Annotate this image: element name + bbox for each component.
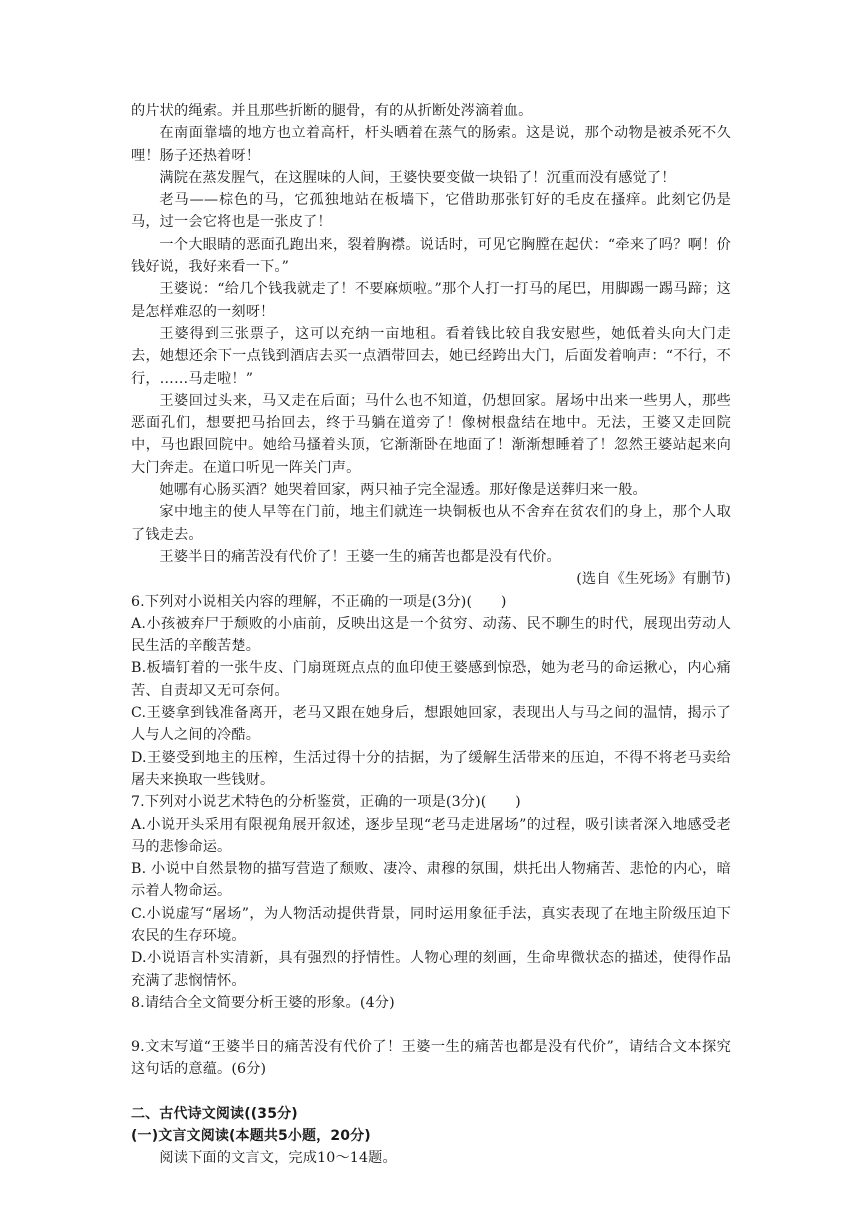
question-9: 9.文末写道“王婆半日的痛苦没有代价了！王婆一生的痛苦也都是没有代价”，请结合文本探究这句话的意蕴。(6分): [131, 1039, 731, 1078]
question-7-option-b: B. 小说中自然景物的描写营造了颓败、凄冷、肃穆的氛围，烘托出人物痛苦、悲怆的内心，暗示着人物命运。: [131, 861, 731, 900]
reading-instruction: 阅读下面的文言文，完成10～14题。: [159, 1150, 397, 1167]
question-7-option-a: A.小说开头采用有限视角展开叙述，逐步呈现“老马走进屠场”的过程，吸引读者深入地感受老马的悲惨命运。: [131, 816, 731, 855]
question-6-option-a: A.小孩被弃尸于颓败的小庙前，反映出这是一个贫穷、动荡、民不聊生的时代，展现出劳动人民生活的辛酸苦楚。: [131, 615, 731, 655]
passage-paragraph: 王婆说：“给几个钱我就走了！不要麻烦啦。”那个人打一打马的尾巴，用脚踢一踢马蹄；这是怎样难忍的一刻呀！: [131, 281, 731, 320]
passage-paragraph: 的片状的绳索。并且那些折断的腿骨，有的从折断处涔滴着血。: [131, 103, 533, 119]
question-6-option-b: B.板墙钉着的一张牛皮、门扇斑斑点点的血印使王婆感到惊恐，她为老马的命运揪心，内心痛苦、自责却又无可奈何。: [131, 660, 731, 699]
passage-paragraph: 在南面靠墙的地方也立着高杆，杆头晒着在蒸气的肠索。这是说，那个动物是被杀死不久哩！肠子还热着呀！: [131, 125, 731, 164]
question-6-option-c: C.王婆拿到钱准备离开，老马又跟在她身后，想跟她回家，表现出人与马之间的温情，揭示了人与人之间的冷酷。: [131, 705, 731, 744]
passage-source: (选自《生死场》有删节): [576, 571, 731, 588]
answer-space: [131, 1081, 731, 1103]
passage-paragraph: 王婆得到三张票子，这可以充纳一亩地租。看着钱比较自我安慰些，她低着头向大门走去，她想还余下一点钱到酒店去买一点酒带回去，她已经跨出大门，后面发着响声：“不行，不行，……马走啦！”: [131, 325, 731, 387]
document-page: [131, 100, 731, 1170]
passage-paragraph: 老马——棕色的马，它孤独地站在板墙下，它借助那张钉好的毛皮在搔痒。此刻它仍是马，过一会它将也是一张皮了！: [131, 192, 731, 231]
section-heading: 二、古代诗文阅读((35分): [131, 1105, 298, 1122]
question-7-option-d: D.小说语言朴实清新，具有强烈的抒情性。人物心理的刻画，生命卑微状态的描述，使得作品充满了悲悯情怀。: [131, 950, 731, 989]
question-7-option-c: C.小说虚写“屠场”，为人物活动提供背景，同时运用象征手法，真实表现了在地主阶级压迫下农民的生存环境。: [131, 905, 731, 944]
passage-paragraph: 王婆半日的痛苦没有代价了！王婆一生的痛苦也都是没有代价。: [159, 548, 561, 565]
passage-paragraph: 家中地主的使人早等在门前，地主们就连一块铜板也从不舍弃在贫农们的身上，那个人取了钱走去。: [131, 504, 731, 543]
subsection-heading: (一)文言文阅读(本题共5小题，20分): [131, 1128, 371, 1145]
question-6-stem: 6.下列对小说相关内容的理解，不正确的一项是(3分)( ): [131, 593, 507, 610]
question-6-option-d: D.王婆受到地主的压榨，生活过得十分的拮据，为了缓解生活带来的压迫，不得不将老马卖给屠夫来换取一些钱财。: [131, 749, 731, 788]
passage-paragraph: 王婆回过头来，马又走在后面；马什么也不知道，仍想回家。屠场中出来一些男人，那些恶面孔们，想要把马抬回去，终于马躺在道旁了！像树根盘结在地中。无法，王婆又走回院中，马也跟回院中。她给马搔着头顶，它渐渐卧在地面了！渐渐想睡着了！忽然王婆站起来向大门奔走。在道口听见一阵关门声。: [131, 392, 731, 476]
answer-space: [131, 1014, 731, 1036]
passage-paragraph: 一个大眼睛的恶面孔跑出来，裂着胸襟。说话时，可见它胸膛在起伏：“牵来了吗？啊！价钱好说，我好来看一下。”: [131, 236, 731, 276]
question-7-stem: 7.下列对小说艺术特色的分析鉴赏，正确的一项是(3分)( ): [131, 794, 521, 811]
passage-paragraph: 她哪有心肠买酒？她哭着回家，两只袖子完全湿透。那好像是送葬归来一般。: [159, 482, 647, 499]
question-8: 8.请结合全文简要分析王婆的形象。(4分): [131, 994, 395, 1011]
passage-paragraph: 满院在蒸发腥气，在这腥味的人间，王婆快要变做一块铅了！沉重而没有感觉了！: [159, 169, 676, 186]
